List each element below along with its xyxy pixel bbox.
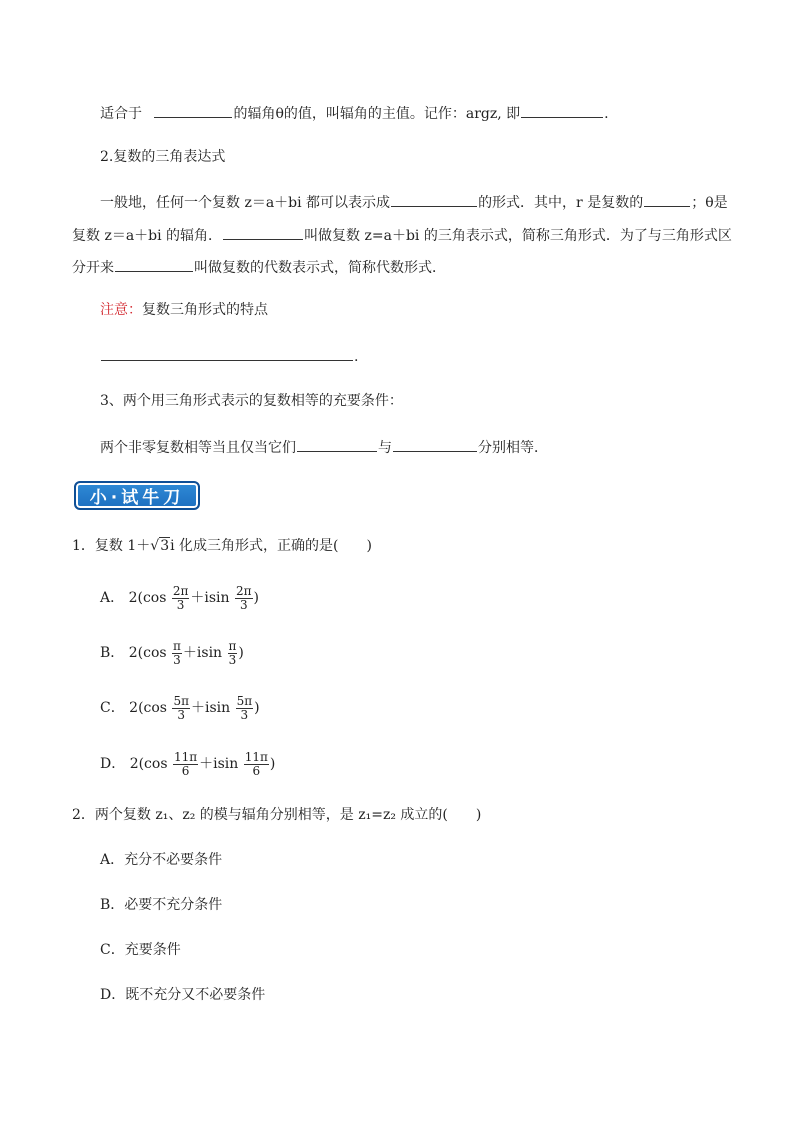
text-span: 叫做复数的代数表示式，简称代数形式．	[194, 260, 446, 276]
text-span: 的辐角θ的值，叫辐角的主值。记作：argz, 即	[233, 106, 521, 122]
sqrt-symbol: √3	[150, 538, 170, 554]
fill-blank[interactable]	[521, 103, 603, 118]
fraction	[172, 695, 190, 722]
q1-option-a[interactable]	[100, 583, 259, 613]
note-label: 注意：	[100, 302, 142, 318]
text-span: 复数 z＝a＋bi 的辐角．	[72, 228, 223, 244]
q1-option-c[interactable]	[100, 693, 260, 723]
text-span: 两个非零复数相等当且仅当它们	[100, 440, 296, 456]
denominator: 3	[177, 707, 186, 722]
fraction	[228, 640, 238, 667]
text-span: 2(cos	[128, 645, 167, 661]
text-span: ；θ是	[691, 195, 728, 211]
fraction	[235, 585, 253, 612]
text-span: )	[253, 590, 259, 606]
text-span: ＋isin	[190, 700, 231, 716]
text-span: 与	[378, 440, 392, 456]
text-span: 叫做复数 z=a＋bi 的三角表示式，简称三角形式．为了与三角形式区	[304, 228, 732, 244]
option-label: A．	[100, 590, 125, 606]
note-blank-line	[100, 346, 358, 367]
denominator: 3	[176, 597, 185, 612]
principal-value-line	[100, 103, 609, 124]
section-3-title: 3、两个用三角形式表示的复数相等的充要条件：	[100, 393, 403, 409]
numerator: 5π	[236, 693, 253, 708]
text-span: ＋isin	[199, 756, 239, 772]
fill-blank[interactable]	[393, 437, 477, 452]
fill-blank[interactable]	[391, 192, 477, 207]
numerator: 11π	[173, 749, 198, 764]
fill-blank[interactable]	[644, 192, 690, 207]
numerator: 5π	[173, 693, 189, 708]
numerator: π	[173, 638, 181, 653]
denominator: 6	[252, 763, 261, 778]
fraction	[172, 585, 190, 612]
text-span: 复数三角形式的特点	[142, 302, 268, 318]
fill-blank[interactable]	[101, 346, 353, 361]
denominator: 3	[239, 597, 248, 612]
text-span: .	[604, 106, 609, 122]
q2-option-a[interactable]: A．充分不必要条件	[100, 852, 223, 868]
paragraph-line-2	[72, 225, 732, 246]
q2-option-c[interactable]: C．充要条件	[100, 942, 181, 958]
q1-option-d[interactable]	[100, 749, 275, 779]
text-span: i 化成三角形式，正确的是( )	[170, 538, 372, 554]
text-span: 1．复数 1＋	[72, 538, 151, 554]
denominator: 3	[240, 707, 249, 722]
denominator: 3	[173, 652, 181, 667]
note-line	[100, 300, 268, 320]
text-span: )	[254, 700, 260, 716]
text-span: 2(cos	[129, 700, 167, 716]
numerator: π	[228, 638, 237, 653]
numerator: 2π	[236, 583, 252, 598]
text-span: ＋isin	[190, 590, 230, 606]
text-span: 分开来	[72, 260, 114, 276]
text-span: 2(cos	[129, 756, 168, 772]
option-label: C．	[100, 700, 125, 716]
q2-option-d[interactable]: D．既不充分又不必要条件	[100, 987, 266, 1003]
text-span: ＋isin	[182, 645, 223, 661]
denominator: 6	[181, 763, 190, 778]
q1-option-b[interactable]	[100, 638, 244, 668]
text-span: )	[269, 756, 276, 772]
text-span: 适合于	[100, 106, 142, 122]
question-1-stem	[72, 536, 372, 556]
text-span: 2(cos	[128, 590, 167, 606]
fill-blank[interactable]	[154, 103, 232, 118]
section-badge: 小·试牛刀	[74, 481, 200, 510]
question-2-stem: 2．两个复数 z₁、z₂ 的模与辐角分别相等，是 z₁=z₂ 成立的( )	[72, 807, 482, 823]
fill-blank[interactable]	[115, 257, 193, 272]
text-span: .	[354, 349, 359, 365]
text-span: 一般地，任何一个复数 z＝a＋bi 都可以表示成	[100, 195, 391, 211]
sqrt-radicand: 3	[160, 538, 170, 554]
option-label: D．	[100, 756, 126, 772]
paragraph-line-1	[100, 192, 728, 213]
fraction	[244, 751, 269, 778]
denominator: 3	[228, 652, 237, 667]
text-span: 的形式．其中，r 是复数的	[478, 195, 644, 211]
text-span: 分别相等．	[478, 440, 548, 456]
numerator: 2π	[172, 583, 189, 598]
paragraph-line-3	[72, 257, 446, 278]
q2-option-b[interactable]: B．必要不充分条件	[100, 897, 223, 913]
section-3-line	[100, 437, 548, 458]
fraction	[173, 751, 198, 778]
text-span: )	[238, 645, 244, 661]
fill-blank[interactable]	[297, 437, 377, 452]
fill-blank[interactable]	[223, 225, 303, 240]
option-label: B．	[100, 645, 125, 661]
numerator: 11π	[244, 749, 268, 764]
fraction	[236, 695, 254, 722]
section-2-title: 2.复数的三角表达式	[100, 149, 226, 165]
fraction	[172, 640, 182, 667]
